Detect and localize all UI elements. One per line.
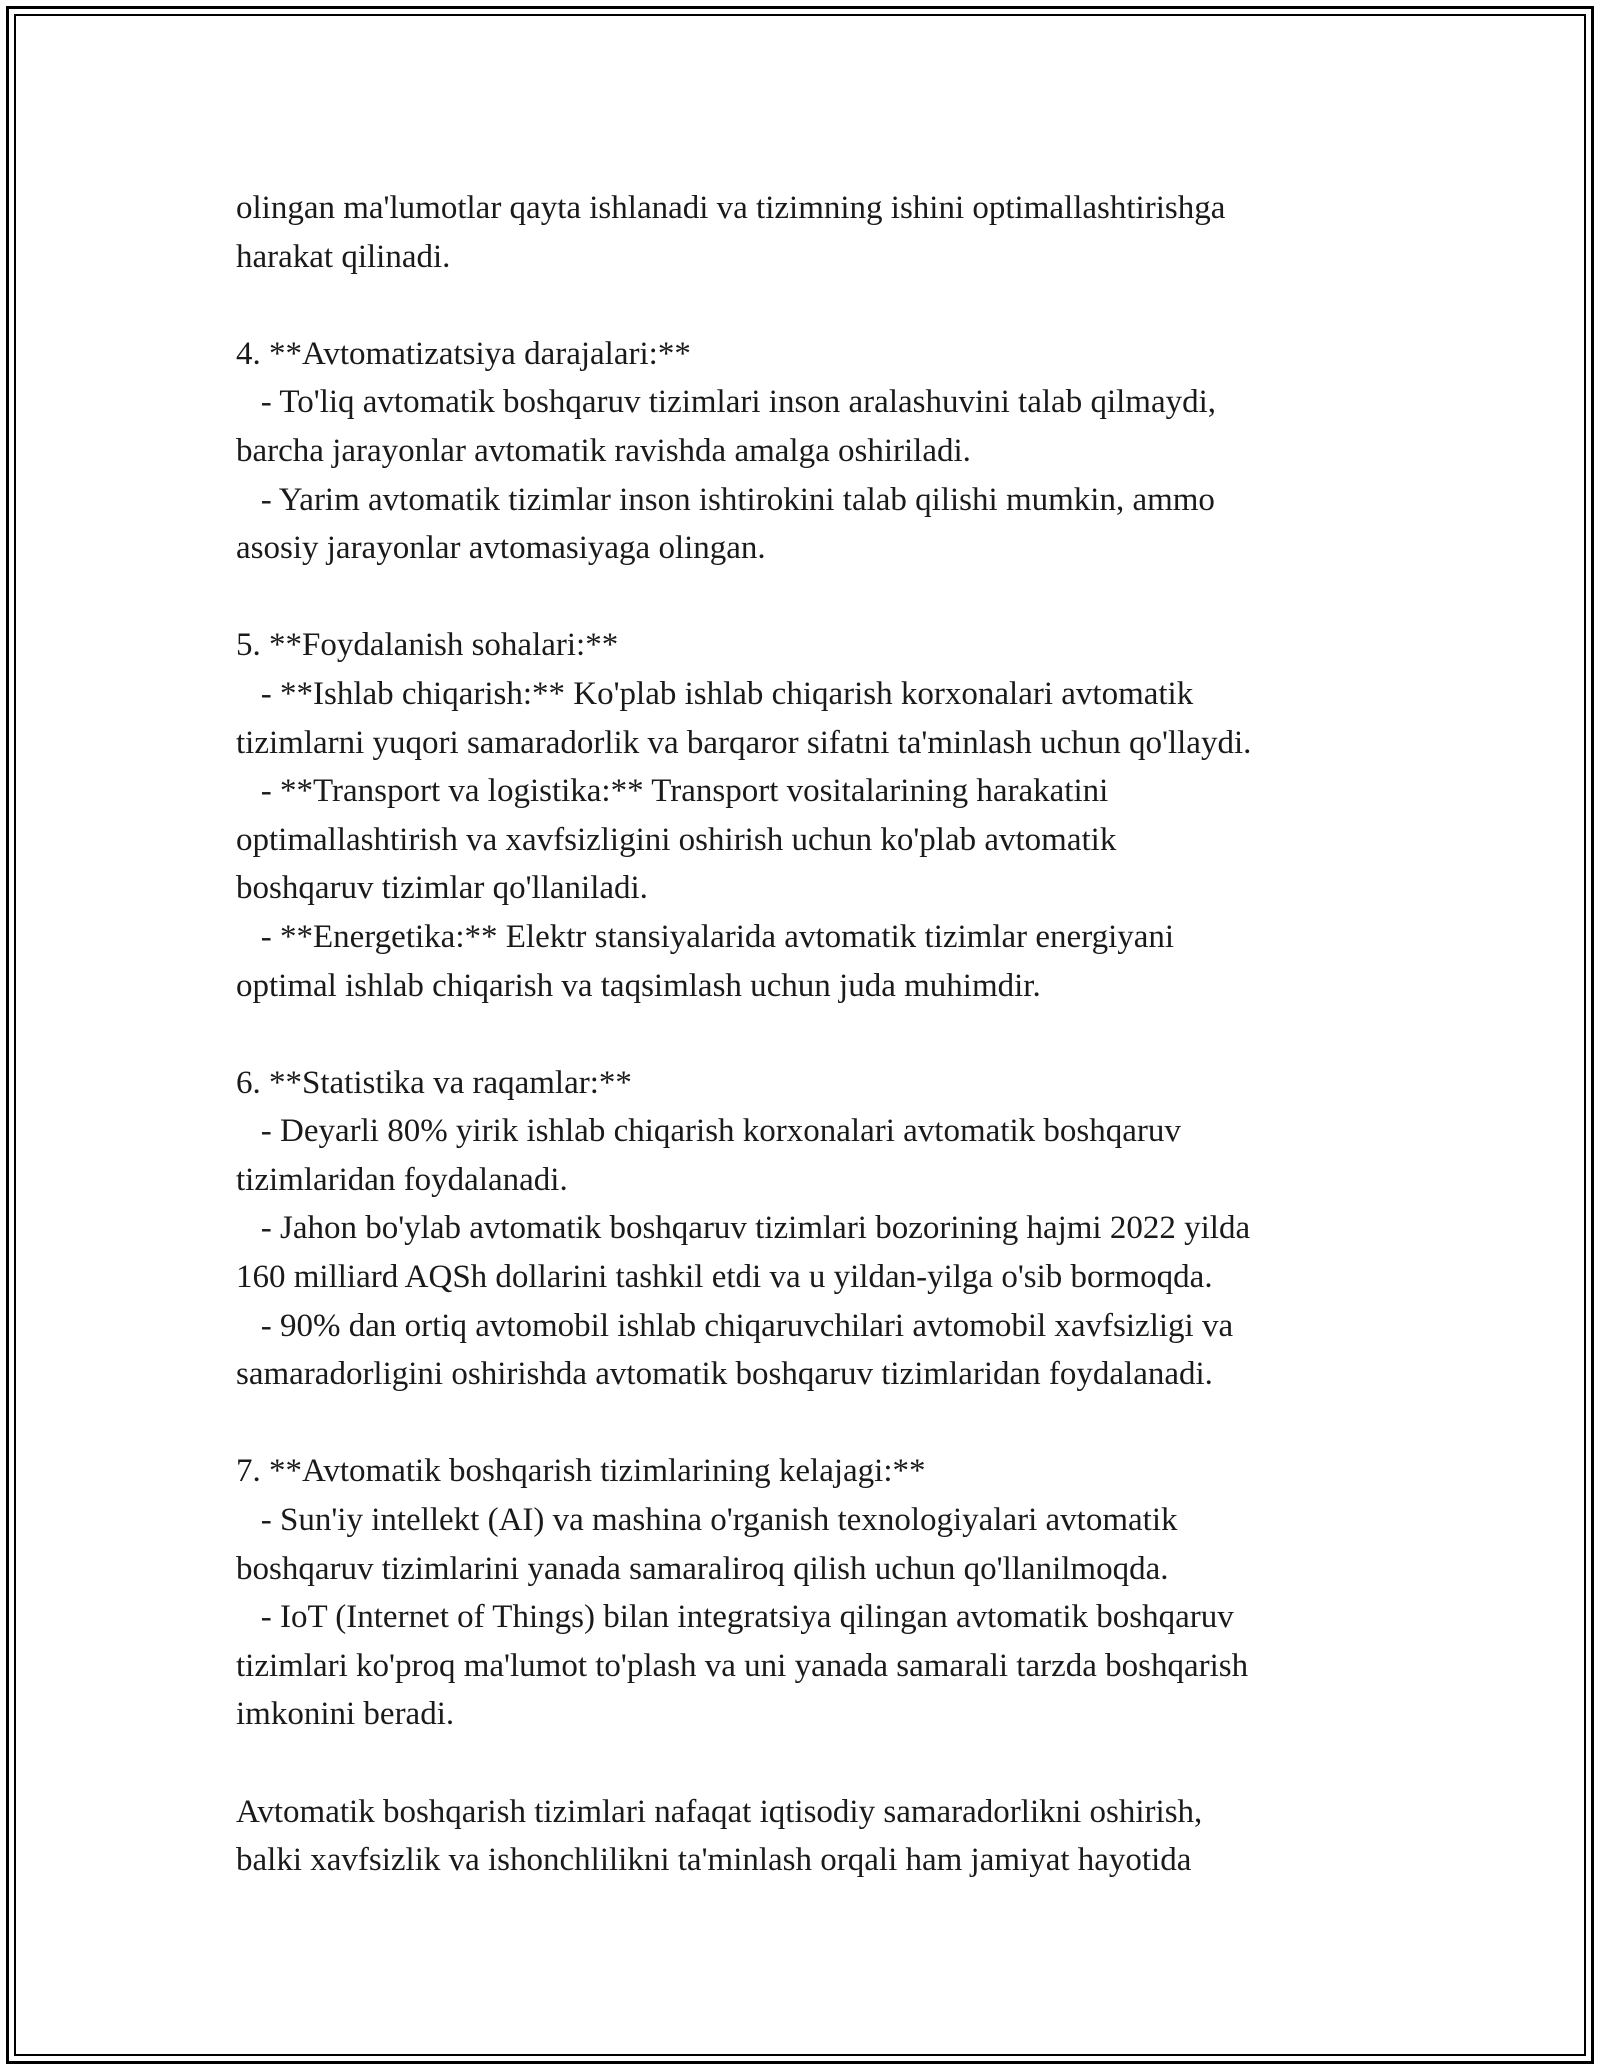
text-line: optimallashtirish va xavfsizligini oshirish uchun ko'plab avtomatik bbox=[236, 821, 1117, 858]
text-line: - Deyarli 80% yirik ishlab chiqarish korxonalari avtomatik boshqaruv bbox=[236, 1113, 1181, 1150]
text-line: - Sun'iy intellekt (AI) va mashina o'rganish texnologiyalari avtomatik bbox=[236, 1502, 1178, 1539]
blank-line bbox=[236, 1399, 1386, 1448]
text-line: - **Transport va logistika:** Transport vositalarining harakatini bbox=[236, 773, 1109, 810]
blank-line bbox=[236, 281, 1386, 330]
text-line: tizimlarni yuqori samaradorlik va barqaror sifatni ta'minlash uchun qo'llaydi. bbox=[236, 724, 1252, 761]
document-body bbox=[236, 184, 1386, 1885]
text-line: - **Energetika:** Elektr stansiyalarida avtomatik tizimlar energiyani bbox=[236, 918, 1175, 955]
text-line: - IoT (Internet of Things) bilan integratsiya qilingan avtomatik boshqaruv bbox=[236, 1599, 1234, 1636]
text-line: barcha jarayonlar avtomatik ravishda amalga oshiriladi. bbox=[236, 432, 971, 469]
text-line: boshqaruv tizimlarini yanada samaraliroq qilish uchun qo'llanilmoqda. bbox=[236, 1550, 1169, 1587]
text-line: 5. **Foydalanish sohalari:** bbox=[236, 627, 619, 664]
text-line: - To'liq avtomatik boshqaruv tizimlari inson aralashuvini talab qilmaydi, bbox=[236, 384, 1217, 421]
text-line: 160 milliard AQSh dollarini tashkil etdi va u yildan-yilga o'sib bormoqda. bbox=[236, 1259, 1213, 1296]
text-line: 7. **Avtomatik boshqarish tizimlarining kelajagi:** bbox=[236, 1453, 926, 1490]
text-line: harakat qilinadi. bbox=[236, 238, 451, 275]
text-line: - Yarim avtomatik tizimlar inson ishtirokini talab qilishi mumkin, ammo bbox=[236, 481, 1215, 518]
text-line: tizimlaridan foydalanadi. bbox=[236, 1161, 568, 1198]
blank-line bbox=[236, 1739, 1386, 1788]
text-line: Avtomatik boshqarish tizimlari nafaqat iqtisodiy samaradorlikni oshirish, bbox=[236, 1793, 1203, 1830]
text-line: olingan ma'lumotlar qayta ishlanadi va tizimning ishini optimallashtirishga bbox=[236, 190, 1226, 226]
text-line: - **Ishlab chiqarish:** Ko'plab ishlab chiqarish korxonalari avtomatik bbox=[236, 675, 1194, 712]
text-line: boshqaruv tizimlar qo'llaniladi. bbox=[236, 870, 648, 907]
text-line: 6. **Statistika va raqamlar:** bbox=[236, 1064, 632, 1101]
text-line: samaradorligini oshirishda avtomatik boshqaruv tizimlaridan foydalanadi. bbox=[236, 1356, 1213, 1393]
text-line: imkonini beradi. bbox=[236, 1696, 455, 1733]
text-line: asosiy jarayonlar avtomasiyaga olingan. bbox=[236, 530, 766, 567]
blank-line bbox=[236, 573, 1386, 622]
text-line: optimal ishlab chiqarish va taqsimlash uchun juda muhimdir. bbox=[236, 967, 1041, 1004]
text-line: tizimlari ko'proq ma'lumot to'plash va uni yanada samarali tarzda boshqarish bbox=[236, 1647, 1249, 1684]
blank-line bbox=[236, 1010, 1386, 1059]
text-line: 4. **Avtomatizatsiya darajalari:** bbox=[236, 335, 691, 372]
text-line: - Jahon bo'ylab avtomatik boshqaruv tizimlari bozorining hajmi 2022 yilda bbox=[236, 1210, 1251, 1247]
text-line: balki xavfsizlik va ishonchlilikni ta'minlash orqali ham jamiyat hayotida bbox=[236, 1842, 1192, 1879]
text-line: - 90% dan ortiq avtomobil ishlab chiqaruvchilari avtomobil xavfsizligi va bbox=[236, 1307, 1234, 1344]
